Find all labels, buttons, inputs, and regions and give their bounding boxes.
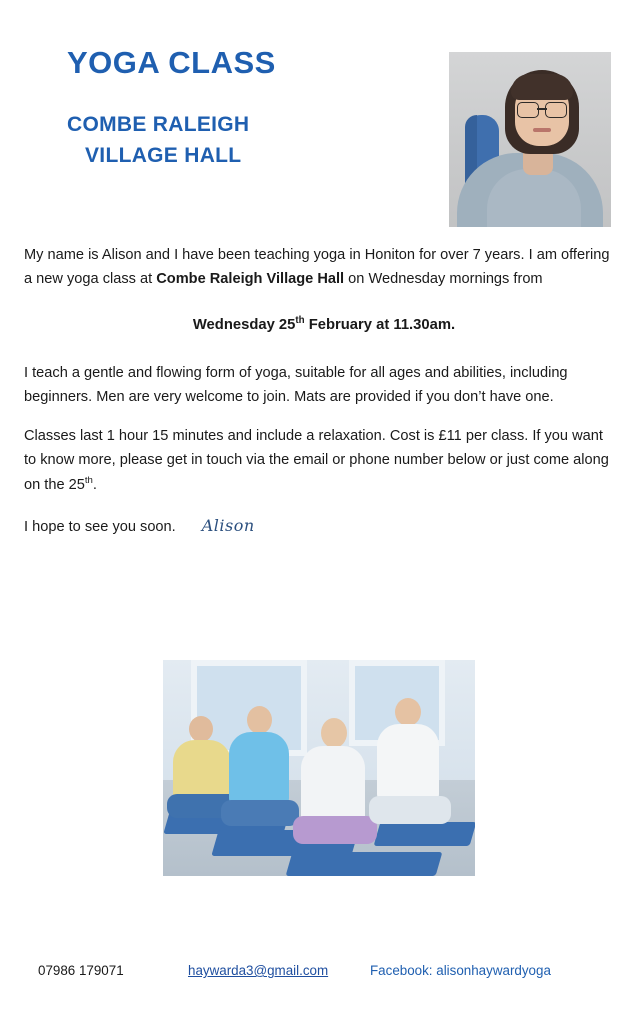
group-person-2-legs: [221, 800, 299, 826]
group-person-2-body: [229, 732, 289, 806]
group-person-4-legs: [369, 796, 451, 824]
venue-line-2: VILLAGE HALL: [85, 143, 242, 167]
group-mat-3: [286, 852, 443, 876]
closing-line: [24, 513, 614, 540]
intro-paragraph: [24, 244, 614, 291]
group-person-1-head: [189, 716, 213, 742]
contact-phone: 07986 179071: [38, 963, 124, 978]
venue-line-1: COMBE RALEIGH: [67, 113, 250, 137]
group-class-photo: [163, 660, 475, 876]
page-title: YOGA CLASS: [67, 45, 276, 80]
group-person-2-head: [247, 706, 272, 734]
signature: Alison: [201, 516, 255, 536]
pricing-ordinal-suffix: th: [84, 474, 93, 486]
closing-text: I hope to see you soon.: [24, 519, 176, 536]
group-person-3-head: [321, 718, 347, 748]
pricing-paragraph: [24, 425, 614, 497]
class-date-line: [24, 313, 614, 338]
group-person-4-body: [377, 724, 439, 802]
portrait-mouth: [533, 128, 551, 132]
class-style-paragraph: I teach a gentle and flowing form of yoga, suitable for all ages and abilities, including beginners. Men are very welcome to join. Mats are provided if you don’t have one.: [24, 365, 568, 405]
glasses-left-lens: [517, 102, 539, 118]
contact-email-link[interactable]: haywarda3@gmail.com: [188, 963, 329, 978]
date-ordinal-suffix: th: [295, 315, 305, 327]
intro-text-part-2: on Wednesday mornings from: [344, 270, 543, 287]
pricing-text-part-2: .: [92, 476, 97, 493]
date-prefix: Wednesday 25: [192, 317, 296, 334]
date-suffix: February at 11.30am.: [304, 317, 456, 334]
group-person-4-head: [395, 698, 421, 726]
portrait-fringe: [511, 74, 573, 100]
portrait-top: [487, 169, 581, 227]
poster-header: [24, 0, 614, 236]
poster-body: [24, 244, 614, 540]
pricing-text-part-1: Classes last 1 hour 15 minutes and include a relaxation. Cost is £11 per class. If you want to know more, please get in touch via the email or phone number below or just come along on the 25: [24, 428, 609, 493]
contact-footer: [0, 963, 638, 978]
group-person-3-body: [301, 746, 365, 824]
group-person-1-body: [173, 740, 231, 802]
instructor-portrait-photo: [449, 52, 611, 227]
venue-name-bold: Combe Raleigh Village Hall: [156, 270, 345, 287]
glasses-icon: [517, 102, 567, 116]
intro-text-part-1: My name is Alison and I have been teaching yoga in Honiton for over 7 years. I am offering a new yoga class at: [24, 247, 610, 287]
glasses-right-lens: [545, 102, 567, 118]
group-mat-4: [374, 822, 475, 846]
group-person-3-legs: [293, 816, 377, 844]
contact-facebook[interactable]: Facebook: alisonhaywardyoga: [370, 963, 551, 978]
